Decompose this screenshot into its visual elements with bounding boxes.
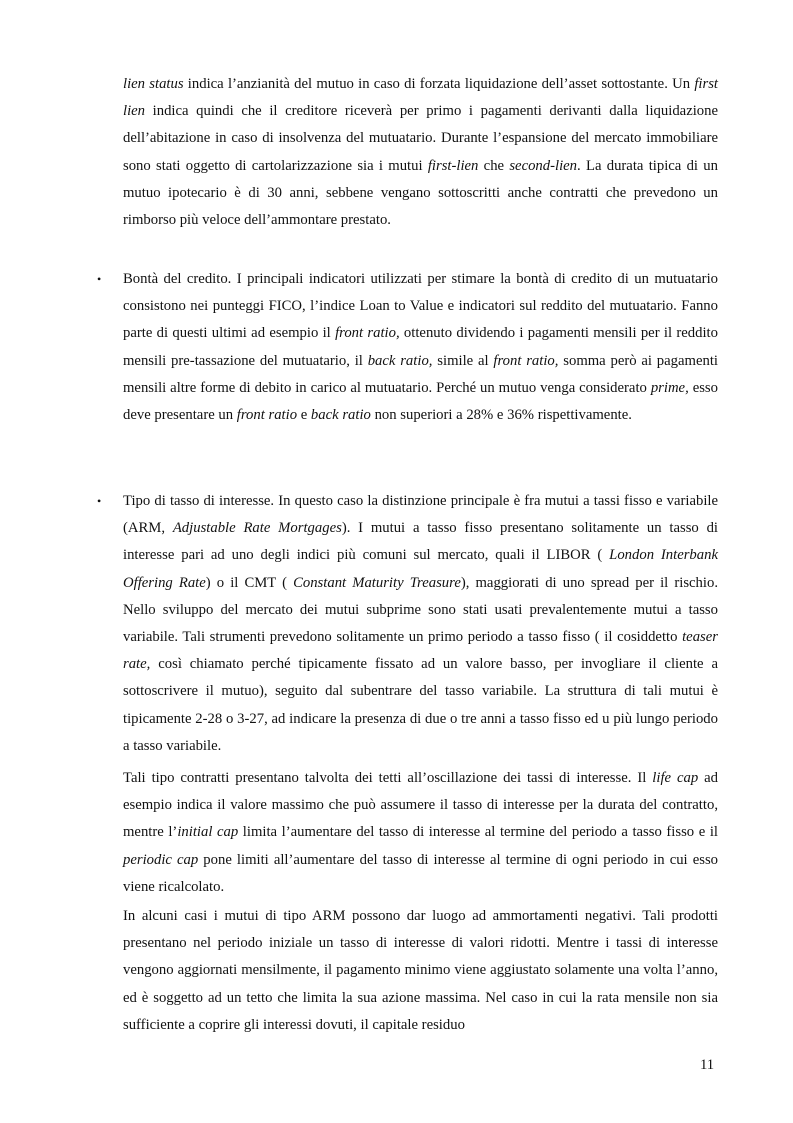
italic-term: front ratio, (335, 325, 400, 342)
text-run: e (297, 407, 311, 424)
text-run: ad esempio indica il valore massimo che può assumere il tasso di interesse per la durata del contratto, mentre l’ (123, 770, 718, 841)
text-run: In alcuni casi i mutui di tipo ARM possono dar luogo ad ammortamenti negativi. Tali prodotti presentano nel periodo iniziale un tasso di interesse di valori ridotti. Mentre i tassi di interesse vengono aggiornati mensilmente, il pagamento minimo viene aggiustato solamente una volta l’anno, ed è soggetto ad un tetto che limita la sua azione massima. Nel caso in cui la rata mensile non sia sufficiente a coprire gli interessi dovuti, il capitale residuo (123, 908, 718, 1033)
text-run: esso deve presentare un (123, 379, 718, 424)
text-run: indica quindi che il creditore riceverà per primo i pagamenti derivanti dalla liquidazione dell’abitazione in caso di insolvenza del mutuatario. Durante l’espansione del mercato immobiliare sono stati oggetto di cartolarizzazione sia i mutui (123, 103, 718, 174)
paragraph-credit-quality (123, 266, 718, 429)
italic-term: periodic cap (123, 851, 199, 868)
text-run: Tipo di tasso di interesse. In questo caso la distinzione principale è fra mutui a tassi fisso e variabile (ARM, (123, 493, 718, 537)
text-run: pone limiti all’aumentare del tasso di interesse al termine di ogni periodo in cui esso viene ricalcolato. (123, 851, 719, 895)
text-run: Bontà del credito. I principali indicatori utilizzati per stimare la bontà di credito di un mutuatario consistono nei punteggi FICO, l’indice Loan to Value e indicatori sul reddito del mutuatario. Fanno parte di questi ultimi ad esempio il (123, 271, 718, 342)
italic-term: front ratio (236, 407, 298, 424)
italic-term: lien status (123, 76, 184, 92)
text-run: non superiori a 28% e 36% rispettivamente. (370, 407, 632, 424)
italic-term: front ratio, (493, 352, 559, 369)
text-run: ), maggiorati di uno spread per il rischio. Nello sviluppo del mercato dei mutui subprime sono stati usati prevalentemente mutui a tasso variabile. Tali strumenti prevedono solitamente un primo periodo a tasso fisso ( il cosiddetto (123, 574, 718, 646)
italic-term: life cap (652, 770, 699, 786)
italic-term: back ratio (310, 407, 371, 424)
text-run: indica l’anzianità del mutuo in caso di forzata liquidazione dell’asset sottostante. Un (183, 76, 695, 92)
italic-term: London Interbank Offering Rate (123, 547, 718, 591)
italic-term: first lien (123, 76, 718, 120)
paragraph-negative-amortization (123, 903, 718, 1039)
italic-term: back ratio, (367, 352, 433, 369)
text-run: che (478, 157, 510, 174)
page-number: 11 (700, 1057, 715, 1073)
paragraph-rate-caps (123, 765, 718, 901)
italic-term: Adjustable Rate Mortgages (172, 520, 342, 537)
text-run: simile al (432, 352, 494, 369)
text-run: ). I mutui a tasso fisso presentano solitamente un tasso di interesse pari ad uno degli indici più comuni sul mercato, quali il LIBOR ( (123, 520, 718, 564)
bullet-interest-rate: • (97, 494, 102, 508)
text-run: ottenuto dividendo i pagamenti mensili per il reddito mensili pre-tassazione del mutuatario, il (123, 325, 718, 369)
paragraph-lien-status (123, 71, 718, 234)
text-run: somma però ai pagamenti mensili altre forme di debito in carico al mutuatario. Perché un mutuo venga considerato (123, 352, 718, 396)
text-run: . La durata tipica di un mutuo ipotecario è di 30 anni, sebbene vengano sottoscritti anche contratti che prevedono un rimborso più veloce dell’ammontare prestato. (123, 157, 718, 229)
bullet-credit: • (97, 272, 102, 286)
italic-term: prime, (650, 379, 689, 396)
text-run: così chiamato perché tipicamente fissato ad un valore basso, per invogliare il cliente a sottoscrivere il mutuo), seguito dal subentrare del tasso variabile. La struttura di tali mutui è tipicamente 2-28 o 3-27, ad indicare la presenza di due o tre anni a tasso fisso ed u più lungo periodo a tasso variabile. (123, 656, 718, 754)
italic-term: initial cap (177, 824, 239, 841)
italic-term: first-lien (427, 157, 479, 174)
text-run: ) o il CMT ( (205, 574, 294, 591)
italic-term: Constant Maturity Treasure (293, 574, 461, 591)
text-run: limita l’aumentare del tasso di interesse al termine del periodo a tasso fisso e il (238, 824, 718, 841)
paragraph-interest-rate-type (123, 488, 718, 760)
italic-term: second-lien (509, 157, 578, 174)
text-run: Tali tipo contratti presentano talvolta dei tetti all’oscillazione dei tassi di interesse. Il (123, 770, 653, 786)
italic-term: teaser rate, (123, 629, 718, 673)
